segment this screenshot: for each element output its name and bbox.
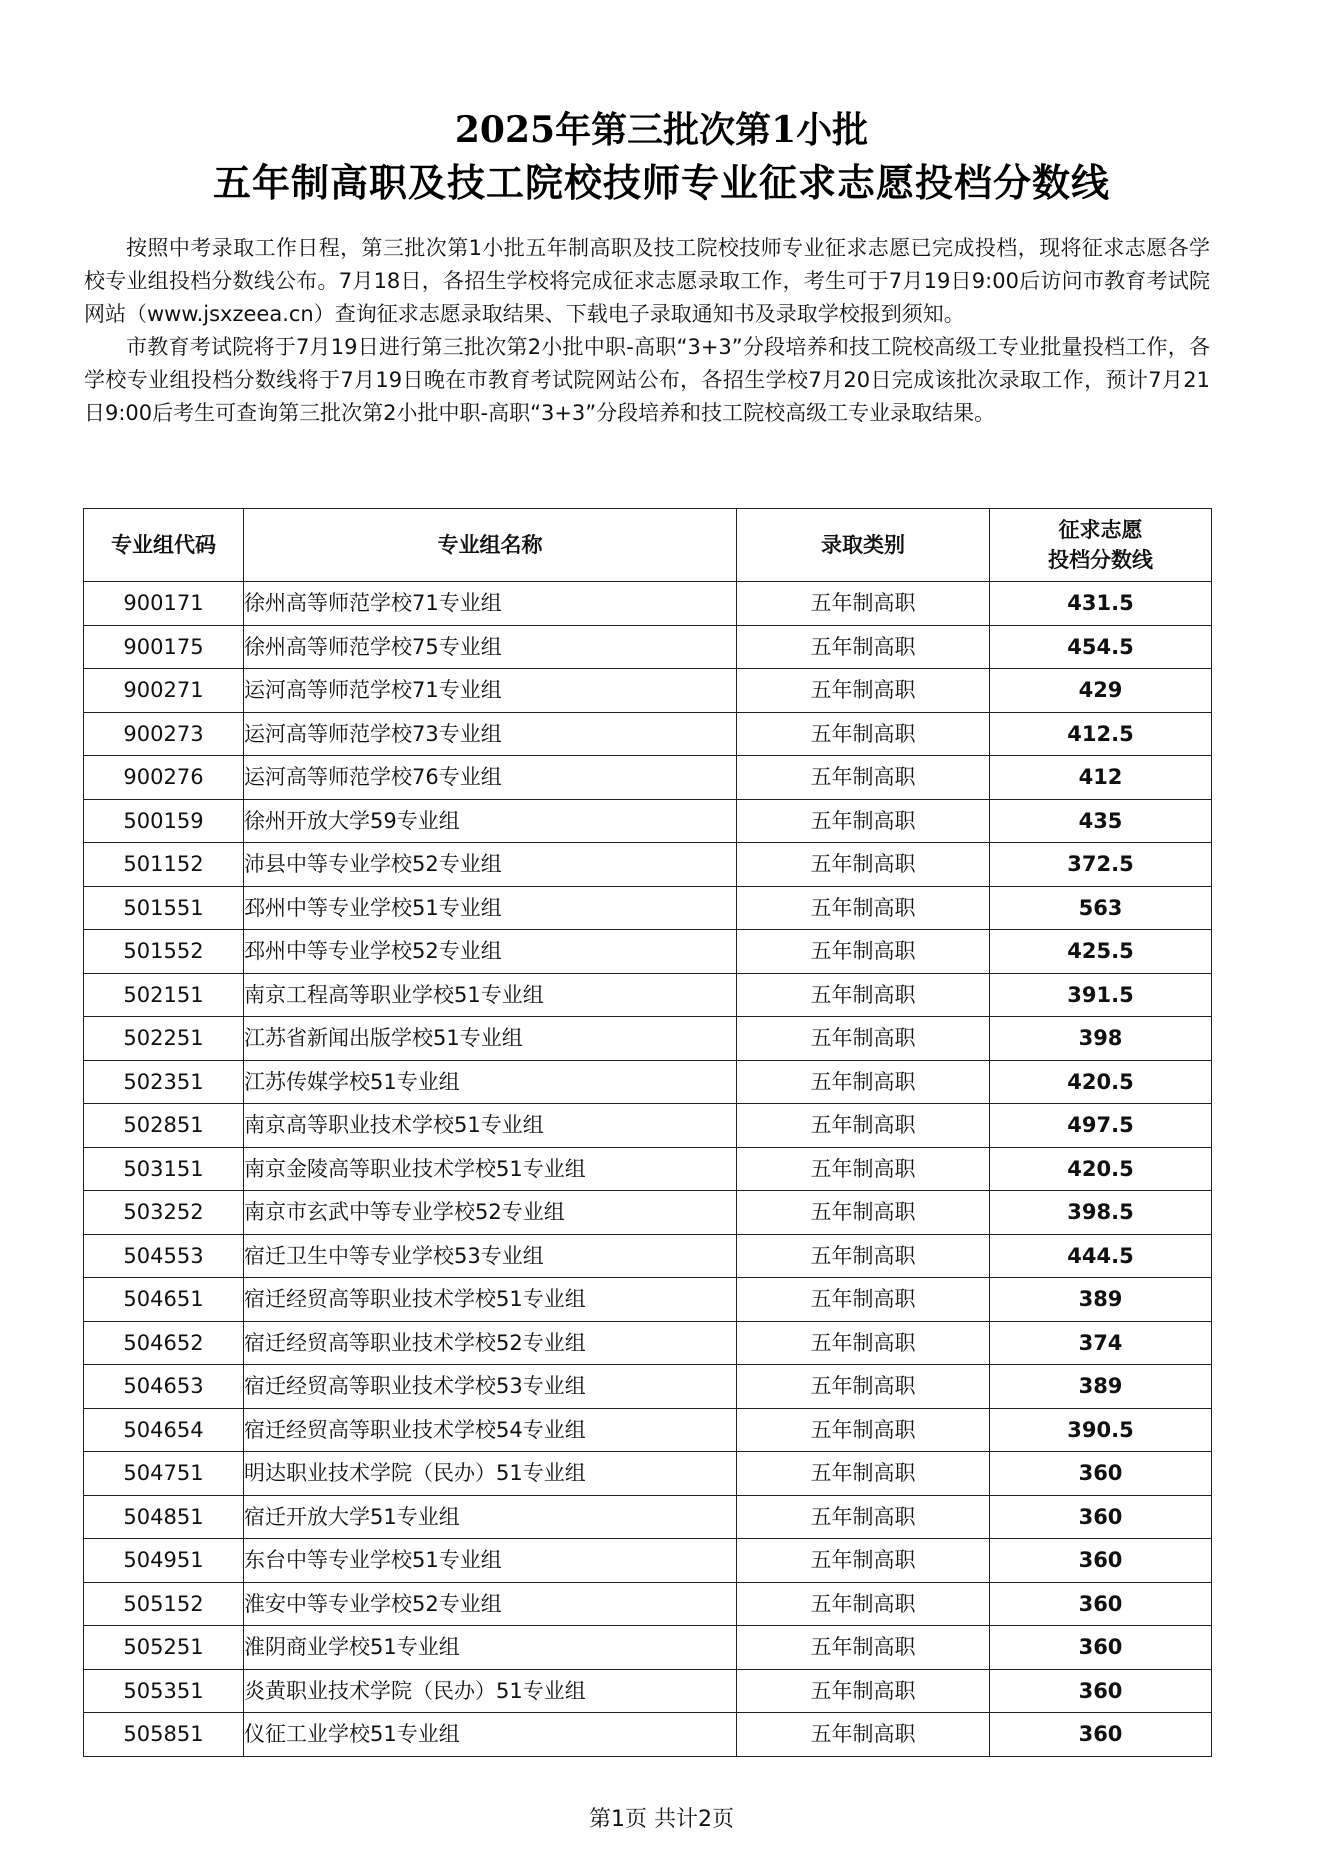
cell-name: 南京高等职业技术学校51专业组 xyxy=(244,1104,737,1148)
cell-type: 五年制高职 xyxy=(737,1626,990,1670)
table-row xyxy=(84,930,1212,974)
cell-name: 江苏省新闻出版学校51专业组 xyxy=(244,1017,737,1061)
table-row xyxy=(84,1452,1212,1496)
cell-score: 360 xyxy=(990,1495,1212,1539)
cell-code: 900276 xyxy=(84,756,244,800)
cell-score: 412.5 xyxy=(990,712,1212,756)
table-body xyxy=(84,582,1212,1757)
cell-score: 435 xyxy=(990,799,1212,843)
table-row xyxy=(84,1017,1212,1061)
header-code: 专业组代码 xyxy=(84,509,244,582)
table-row xyxy=(84,1147,1212,1191)
cell-name: 南京工程高等职业学校51专业组 xyxy=(244,973,737,1017)
cell-score: 360 xyxy=(990,1539,1212,1583)
cell-score: 431.5 xyxy=(990,582,1212,626)
header-score xyxy=(990,509,1212,582)
cell-code: 504751 xyxy=(84,1452,244,1496)
cell-code: 504951 xyxy=(84,1539,244,1583)
intro-paragraph-1: 按照中考录取工作日程，第三批次第1小批五年制高职及技工院校技师专业征求志愿已完成投档，现将征求志愿各学校专业组投档分数线公布。7月18日，各招生学校将完成征求志愿录取工作，考生可于7月19日9:00后访问市教育考试院网站（www.jsxzeea.cn）查询征求志愿录取结果、下载电子录取通知书及录取学校报到须知。 xyxy=(84,236,1210,326)
table-row xyxy=(84,1365,1212,1409)
cell-name: 炎黄职业技术学院（民办）51专业组 xyxy=(244,1669,737,1713)
table-row xyxy=(84,1278,1212,1322)
score-table xyxy=(83,508,1212,1757)
cell-score: 360 xyxy=(990,1626,1212,1670)
cell-name: 南京市玄武中等专业学校52专业组 xyxy=(244,1191,737,1235)
table-row xyxy=(84,1669,1212,1713)
cell-code: 504651 xyxy=(84,1278,244,1322)
cell-type: 五年制高职 xyxy=(737,712,990,756)
cell-score: 360 xyxy=(990,1669,1212,1713)
header-name: 专业组名称 xyxy=(244,509,737,582)
cell-type: 五年制高职 xyxy=(737,756,990,800)
cell-code: 501152 xyxy=(84,843,244,887)
cell-name: 邳州中等专业学校52专业组 xyxy=(244,930,737,974)
cell-name: 江苏传媒学校51专业组 xyxy=(244,1060,737,1104)
table-row xyxy=(84,1060,1212,1104)
table-row xyxy=(84,799,1212,843)
cell-code: 900171 xyxy=(84,582,244,626)
cell-name: 宿迁经贸高等职业技术学校53专业组 xyxy=(244,1365,737,1409)
cell-name: 仪征工业学校51专业组 xyxy=(244,1713,737,1757)
table-row xyxy=(84,1713,1212,1757)
cell-name: 淮阴商业学校51专业组 xyxy=(244,1626,737,1670)
cell-score: 429 xyxy=(990,669,1212,713)
cell-type: 五年制高职 xyxy=(737,625,990,669)
cell-score: 563 xyxy=(990,886,1212,930)
cell-name: 邳州中等专业学校51专业组 xyxy=(244,886,737,930)
table-row xyxy=(84,756,1212,800)
table-row xyxy=(84,669,1212,713)
header-score-line1: 征求志愿 xyxy=(1058,518,1143,542)
cell-code: 501552 xyxy=(84,930,244,974)
cell-score: 374 xyxy=(990,1321,1212,1365)
cell-type: 五年制高职 xyxy=(737,1278,990,1322)
cell-name: 徐州高等师范学校75专业组 xyxy=(244,625,737,669)
cell-code: 500159 xyxy=(84,799,244,843)
cell-type: 五年制高职 xyxy=(737,582,990,626)
cell-type: 五年制高职 xyxy=(737,1147,990,1191)
cell-type: 五年制高职 xyxy=(737,1234,990,1278)
cell-score: 360 xyxy=(990,1713,1212,1757)
table-row xyxy=(84,712,1212,756)
cell-name: 徐州高等师范学校71专业组 xyxy=(244,582,737,626)
table-row xyxy=(84,1104,1212,1148)
cell-code: 505251 xyxy=(84,1626,244,1670)
table-row xyxy=(84,1321,1212,1365)
table-row xyxy=(84,625,1212,669)
cell-type: 五年制高职 xyxy=(737,1539,990,1583)
cell-type: 五年制高职 xyxy=(737,1191,990,1235)
cell-score: 420.5 xyxy=(990,1147,1212,1191)
cell-code: 502251 xyxy=(84,1017,244,1061)
cell-type: 五年制高职 xyxy=(737,1060,990,1104)
cell-name: 徐州开放大学59专业组 xyxy=(244,799,737,843)
cell-score: 360 xyxy=(990,1452,1212,1496)
cell-name: 南京金陵高等职业技术学校51专业组 xyxy=(244,1147,737,1191)
cell-score: 398.5 xyxy=(990,1191,1212,1235)
cell-type: 五年制高职 xyxy=(737,1017,990,1061)
cell-code: 900175 xyxy=(84,625,244,669)
cell-name: 宿迁开放大学51专业组 xyxy=(244,1495,737,1539)
table-row xyxy=(84,1408,1212,1452)
cell-name: 淮安中等专业学校52专业组 xyxy=(244,1582,737,1626)
table-row xyxy=(84,1234,1212,1278)
cell-type: 五年制高职 xyxy=(737,799,990,843)
cell-type: 五年制高职 xyxy=(737,669,990,713)
cell-name: 运河高等师范学校73专业组 xyxy=(244,712,737,756)
table-row xyxy=(84,843,1212,887)
cell-score: 412 xyxy=(990,756,1212,800)
table-row xyxy=(84,1495,1212,1539)
cell-score: 389 xyxy=(990,1365,1212,1409)
table-row xyxy=(84,973,1212,1017)
cell-score: 360 xyxy=(990,1582,1212,1626)
cell-name: 运河高等师范学校76专业组 xyxy=(244,756,737,800)
cell-name: 运河高等师范学校71专业组 xyxy=(244,669,737,713)
header-type: 录取类别 xyxy=(737,509,990,582)
cell-code: 504653 xyxy=(84,1365,244,1409)
cell-code: 900271 xyxy=(84,669,244,713)
cell-score: 444.5 xyxy=(990,1234,1212,1278)
cell-type: 五年制高职 xyxy=(737,1365,990,1409)
cell-code: 505851 xyxy=(84,1713,244,1757)
cell-score: 454.5 xyxy=(990,625,1212,669)
intro-paragraph-2: 市教育考试院将于7月19日进行第三批次第2小批中职-高职“3+3”分段培养和技工院校高级工专业批量投档工作，各学校专业组投档分数线将于7月19日晚在市教育考试院网站公布，各招生学校7月20日完成该批次录取工作，预计7月21日9:00后考生可查询第三批次第2小批中职-高职“3+3”分段培养和技工院校高级工专业录取结果。 xyxy=(84,335,1210,425)
cell-name: 东台中等专业学校51专业组 xyxy=(244,1539,737,1583)
cell-type: 五年制高职 xyxy=(737,1582,990,1626)
cell-type: 五年制高职 xyxy=(737,1408,990,1452)
table-row xyxy=(84,1191,1212,1235)
cell-type: 五年制高职 xyxy=(737,1713,990,1757)
header-score-line2: 投档分数线 xyxy=(1048,548,1153,572)
cell-name: 宿迁经贸高等职业技术学校52专业组 xyxy=(244,1321,737,1365)
cell-name: 宿迁卫生中等专业学校53专业组 xyxy=(244,1234,737,1278)
cell-type: 五年制高职 xyxy=(737,1321,990,1365)
document-title-line2: 五年制高职及技工院校技师专业征求志愿投档分数线 xyxy=(212,160,1110,205)
cell-score: 420.5 xyxy=(990,1060,1212,1104)
cell-code: 900273 xyxy=(84,712,244,756)
cell-name: 宿迁经贸高等职业技术学校54专业组 xyxy=(244,1408,737,1452)
cell-score: 391.5 xyxy=(990,973,1212,1017)
cell-score: 372.5 xyxy=(990,843,1212,887)
cell-type: 五年制高职 xyxy=(737,843,990,887)
cell-code: 502151 xyxy=(84,973,244,1017)
cell-code: 504851 xyxy=(84,1495,244,1539)
cell-code: 503252 xyxy=(84,1191,244,1235)
cell-type: 五年制高职 xyxy=(737,1104,990,1148)
document-title-line1: 2025年第三批次第1小批 xyxy=(454,109,869,151)
cell-code: 505351 xyxy=(84,1669,244,1713)
cell-type: 五年制高职 xyxy=(737,1452,990,1496)
cell-code: 503151 xyxy=(84,1147,244,1191)
cell-type: 五年制高职 xyxy=(737,973,990,1017)
table-header-row xyxy=(84,509,1212,582)
table-row xyxy=(84,1582,1212,1626)
cell-code: 505152 xyxy=(84,1582,244,1626)
cell-code: 502351 xyxy=(84,1060,244,1104)
cell-type: 五年制高职 xyxy=(737,930,990,974)
cell-name: 宿迁经贸高等职业技术学校51专业组 xyxy=(244,1278,737,1322)
cell-type: 五年制高职 xyxy=(737,1495,990,1539)
cell-score: 398 xyxy=(990,1017,1212,1061)
table-row xyxy=(84,1539,1212,1583)
cell-name: 明达职业技术学院（民办）51专业组 xyxy=(244,1452,737,1496)
cell-code: 502851 xyxy=(84,1104,244,1148)
cell-score: 497.5 xyxy=(990,1104,1212,1148)
table-row xyxy=(84,582,1212,626)
intro-text xyxy=(84,232,1210,430)
cell-score: 425.5 xyxy=(990,930,1212,974)
cell-name: 沛县中等专业学校52专业组 xyxy=(244,843,737,887)
cell-code: 504654 xyxy=(84,1408,244,1452)
cell-type: 五年制高职 xyxy=(737,886,990,930)
cell-code: 501551 xyxy=(84,886,244,930)
table-row xyxy=(84,886,1212,930)
cell-code: 504553 xyxy=(84,1234,244,1278)
cell-type: 五年制高职 xyxy=(737,1669,990,1713)
table-row xyxy=(84,1626,1212,1670)
cell-score: 389 xyxy=(990,1278,1212,1322)
page-footer: 第1页 共计2页 xyxy=(589,1807,734,1832)
cell-code: 504652 xyxy=(84,1321,244,1365)
cell-score: 390.5 xyxy=(990,1408,1212,1452)
